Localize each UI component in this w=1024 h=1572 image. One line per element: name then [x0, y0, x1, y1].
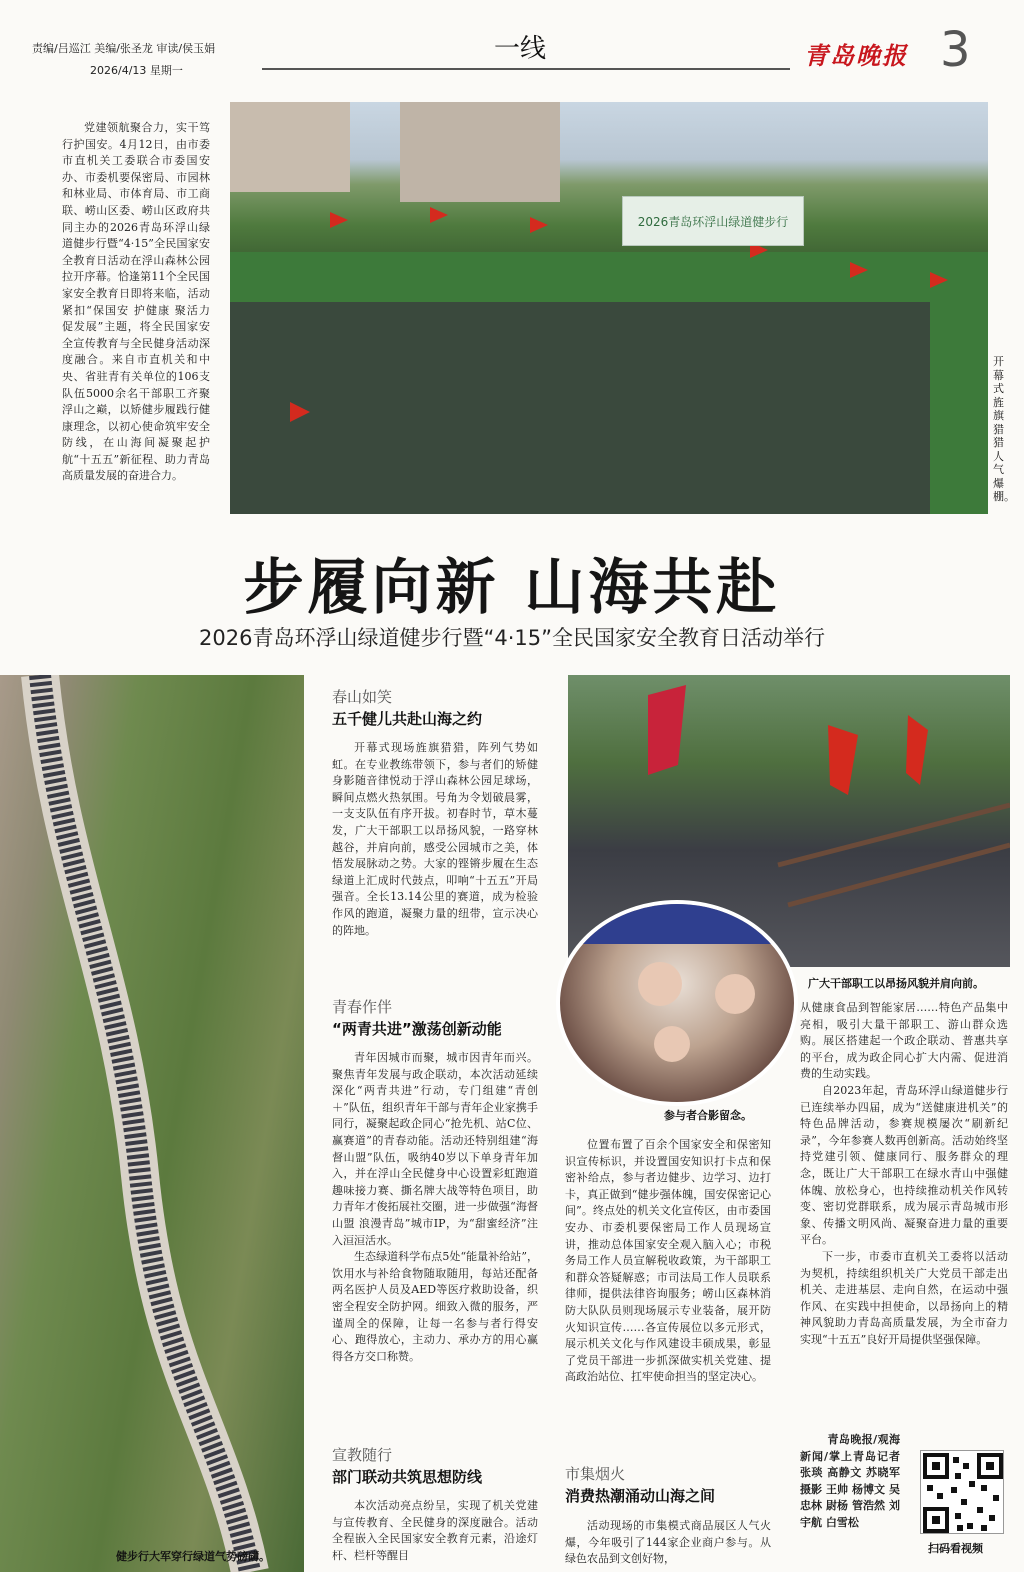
- right-photo-caption: 广大干部职工以昂扬风貌并肩向前。: [808, 977, 984, 990]
- section2-paragraph-1: 青年因城市而聚，城市因青年而兴。聚焦青年发展与政企联动，本次活动延续深化“两青共进”行动，专门组建“青创＋”队伍，组织青年干部与青年企业家携手同行，凝聚起政企同心“抢先机、站C位、赢赛道”的青春动能。活动还特别组建“海督山盟”队伍，吸纳40岁以下单身青年加入，并在浮山全民健身中心设置彩虹跑道趣味接力赛、撕名牌大战等特色项目，助力青年才俊拓展社交圈，进一步做强“海督山盟 浪漫青岛”城市IP，为“甜蜜经济”注入洹洹活水。: [332, 1051, 538, 1247]
- trail-illustration: [0, 675, 304, 1572]
- crowd-illustration: [230, 102, 988, 514]
- col3-text: [565, 1137, 771, 1386]
- intro-column: [62, 120, 210, 485]
- circle-photo: [556, 900, 798, 1106]
- section4-kicker: 市集烟火: [565, 1465, 626, 1483]
- subhead: 2026青岛环浮山绿道健步行暨“4·15”全民国家安全教育日活动举行: [199, 626, 825, 650]
- editors-line: 责编/吕巡江 美编/张圣龙 审读/侯玉娟: [32, 42, 216, 55]
- section1-body: [332, 740, 538, 939]
- section3-body: [332, 1498, 538, 1572]
- section1-kicker: 春山如笑: [332, 688, 393, 706]
- group-photo-illustration: [560, 904, 798, 1106]
- section3-kicker: 宣教随行: [332, 1446, 393, 1464]
- page-number: 3: [940, 22, 971, 78]
- col4-paragraph-1: 从健康食品到智能家居……特色产品集中亮相，吸引大量干部职工、游山群众选购。展区搭建起一个政企联动、普惠共享的平台，成为政企同心扩大内需、促进消费的生动实践。: [800, 1001, 1008, 1081]
- col3-paragraph: 位置布置了百余个国家安全和保密知识宣传标识，并设置国安知识打卡点和保密补给点，参与者边健步、边学习、边打卡，真正做到“健步强体魄，国安保密记心间”。终点处的机关文化宣传区，由市委国安办、市委机要保密局工作人员现场宣讲，推动总体国家安全观入脑入心；市税务局工作人员宣解税收政策，为干部职工和群众答疑解惑；市司法局工作人员联系律师，提供法律咨询服务；崂山区森林消防大队队员则现场展示专业装备，展开防火知识宣传……各宣传展位以多元形式，展示机关文化与作风建设丰硕成果，彰显了党员干部进一步抓深做实机关党建、提高政治站位、扛牢使命担当的坚定决心。: [565, 1138, 771, 1384]
- section1-title: 五千健儿共赴山海之约: [332, 710, 483, 728]
- qr-caption: 扫码看视频: [928, 1542, 983, 1555]
- section2-title: “两青共进”激荡创新动能: [332, 1020, 502, 1038]
- issue-date: 2026/4/13 星期一: [90, 64, 183, 77]
- col4-text: [800, 1000, 1008, 1348]
- section3-title: 部门联动共筑思想防线: [332, 1468, 483, 1486]
- section3-paragraph: 本次活动亮点纷呈，实现了机关党建与宣传教育、全民健身的深度融合。活动全程嵌入全民国家安全教育元素，沿途灯杆、栏杆等醒目: [332, 1499, 538, 1562]
- section4-title: 消费热潮涌动山海之间: [565, 1487, 716, 1505]
- section4-paragraph: 活动现场的市集模式商品展区人气火爆，今年吸引了144家企业商户参与。从绿色农品到文创好物，: [565, 1519, 771, 1566]
- col4-paragraph-2: 自2023年起，青岛环浮山绿道健步行已连续举办四届，成为“送健康进机关”的特色品牌活动，参赛规模屡次“刷新纪录”，今年参赛人数再创新高。活动始终坚持党建引领、健康同行、服务群众的理念，既让广大干部职工在绿水青山中强健体魄、放松身心，也持续推动机关作风转变、密切党群联系，成为展示青岛城市形象、传播文明风尚、凝聚奋进力量的重要平台。: [800, 1083, 1008, 1247]
- top-photo-caption: 开幕式旌旗猎猎人气爆棚。: [993, 355, 1015, 503]
- credits-text: 青岛晚报/观海新闻/掌上青岛记者 张琰 高静文 苏晓军 摄影 王帅 杨博文 吴忠林 尉杨 管浩然 刘宇航 白雪松: [800, 1433, 900, 1529]
- section2-body: [332, 1050, 538, 1365]
- qr-code-icon: [921, 1451, 1005, 1535]
- circle-photo-caption: 参与者合影留念。: [664, 1109, 752, 1122]
- headline: 步履向新 山海共赴: [243, 553, 781, 623]
- left-photo: [0, 675, 304, 1572]
- section2-paragraph-2: 生态绿道科学布点5处“能量补给站”，饮用水与补给食物随取随用，每站还配备两名医护人员及AED等医疗救助设备，织密全程安全防护网。细致入微的服务，严谨周全的保障，让每一名参与者行得安心、跑得放心，主动力、承办方的用心赢得各方交口称赞。: [332, 1250, 538, 1363]
- intro-text: 党建领航聚合力，实干笃行护国安。4月12日，由市委市直机关工委联合市委国安办、市委机要保密局、市园林和林业局、市体育局、市工商联、崂山区委、崂山区政府共同主办的2026青岛环浮山绿道健步行暨“4·15”全民国家安全教育日活动在浮山森林公园拉开序幕。恰逢第11个全民国家安全教育日即将来临，活动紧扣“保国安 护健康 聚活力 促发展”主题，将全民国家安全宣传教育与全民健身活动深度融合。来自市直机关和中央、省驻青有关单位的106支队伍5000余名干部职工齐聚浮山之巅，以矫健步履践行健康理念，以初心使命筑牢安全防线，在山海间凝聚起护航“十五五”新征程、助力青岛高质量发展的奋进合力。: [62, 121, 210, 483]
- credits: [800, 1432, 900, 1532]
- section-name: 一线: [493, 34, 546, 64]
- left-photo-caption: 健步行大军穿行绿道气势磅礴。: [116, 1550, 270, 1563]
- section2-kicker: 青春作伴: [332, 998, 393, 1016]
- section1-paragraph: 开幕式现场旌旗猎猎，阵列气势如虹。在专业教练带领下，参与者们的矫健身影随音律悦动于浮山森林公园足球场，瞬间点燃火热氛围。号角为令划破晨雾，一支支队伍有序开拔。初春时节，草木蔓发，广大干部职工以昂扬风貌，一路穿林越谷，并肩向前，感受公园城市之美，体悟发展脉动之势。大家的铿锵步履在生态绿道上汇成时代鼓点，叩响“十五五”开局强音。全长13.14公里的赛道，成为检验作风的跑道，凝聚力量的纽带，宣示决心的阵地。: [332, 741, 538, 937]
- header-rule: [262, 68, 790, 70]
- masthead-logo: 青岛晚报: [804, 41, 908, 70]
- header-meta: [32, 38, 215, 82]
- stage-banner: 2026青岛环浮山绿道健步行: [622, 196, 804, 246]
- col4-paragraph-3: 下一步，市委市直机关工委将以活动为契机，持续组织机关广大党员干部走出机关、走进基层、走向自然，在运动中强作风、在实践中担使命，以昂扬向上的精神风貌助力青岛高质量发展，为全市奋力实现“十五五”良好开局提供坚强保障。: [800, 1249, 1008, 1346]
- top-photo: [230, 102, 988, 514]
- qr-code[interactable]: [920, 1450, 1004, 1534]
- section4-body: [565, 1518, 771, 1572]
